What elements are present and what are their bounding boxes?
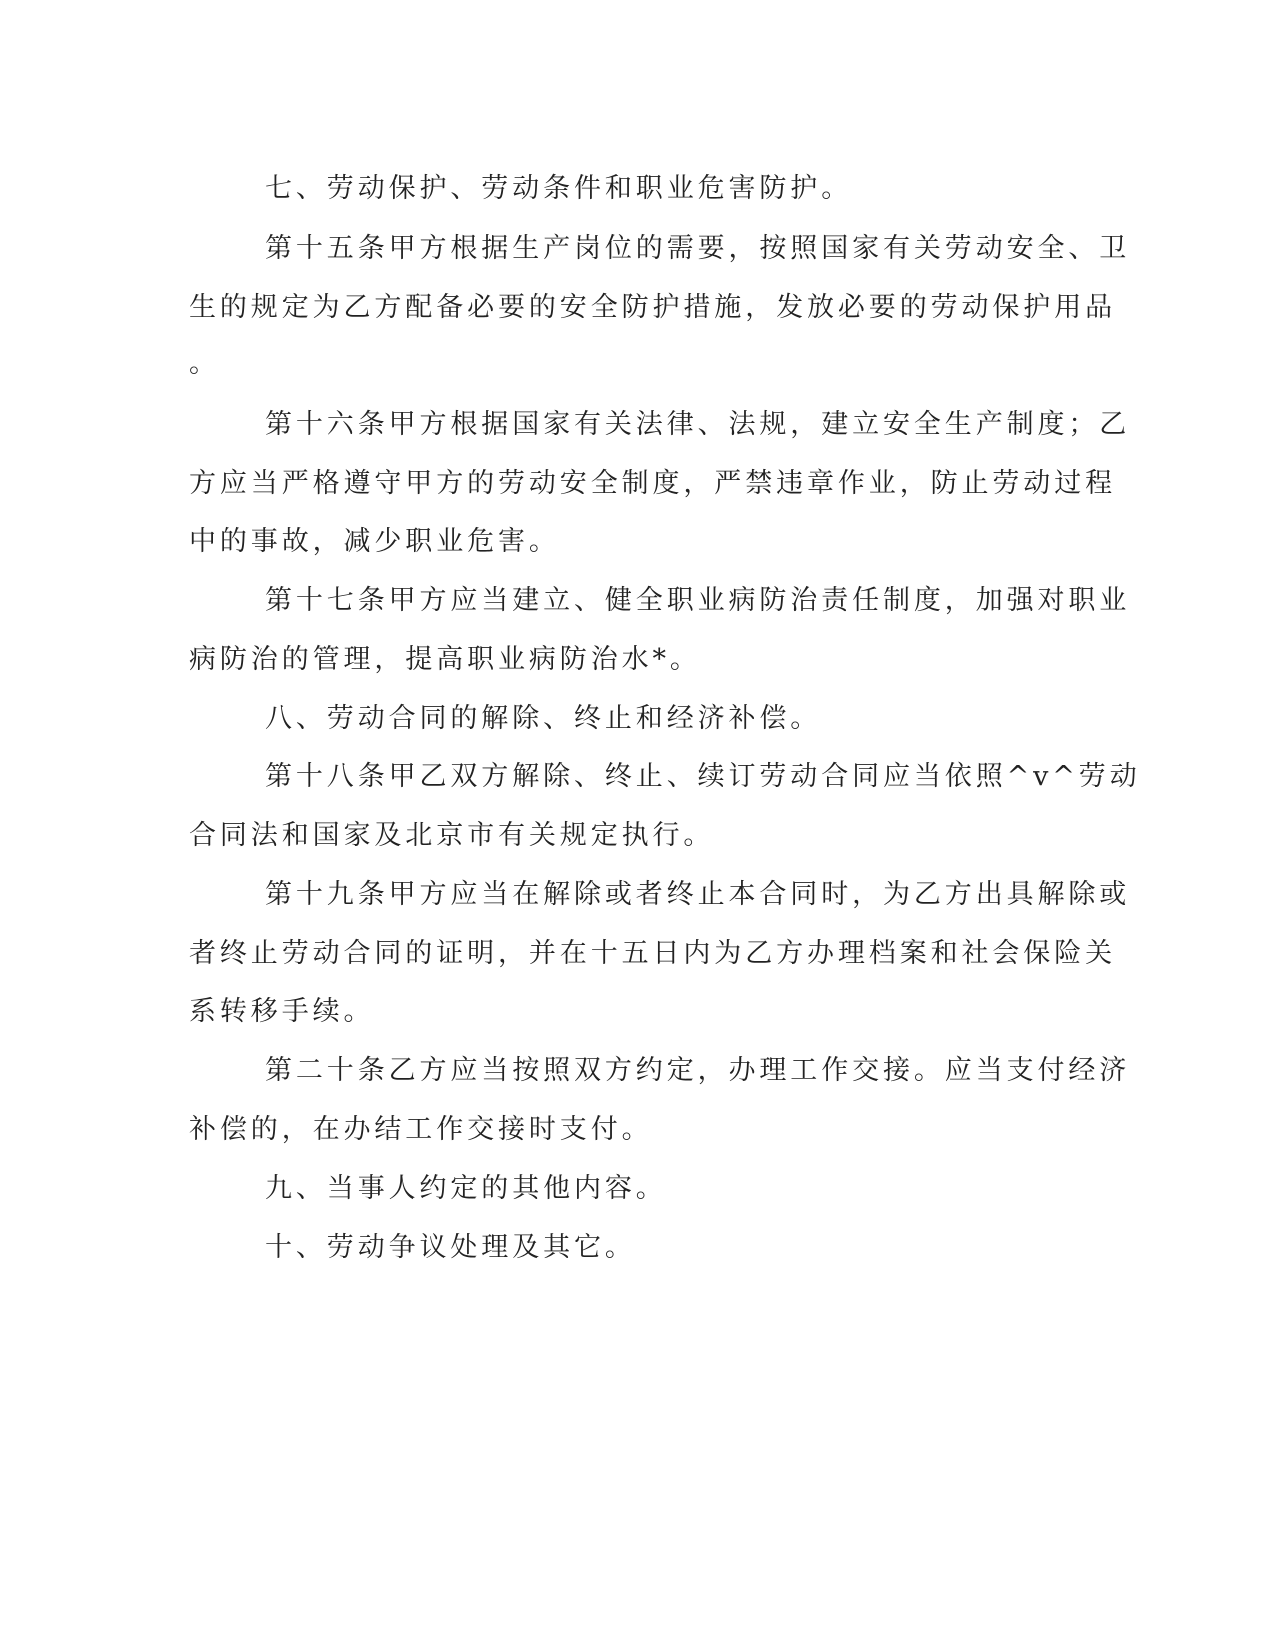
article-18-line-2: 合同法和国家及北京市有关规定执行。 xyxy=(189,820,715,851)
article-20-line-2: 补偿的，在办结工作交接时支付。 xyxy=(189,1114,653,1145)
article-17-line-1: 第十七条甲方应当建立、健全职业病防治责任制度，加强对职业 xyxy=(265,585,1131,616)
article-15-line-3: 。 xyxy=(189,348,220,379)
article-16-line-2: 方应当严格遵守甲方的劳动安全制度，严禁违章作业，防止劳动过程 xyxy=(189,468,1116,499)
article-15-line-2: 生的规定为乙方配备必要的安全防护措施，发放必要的劳动保护用品 xyxy=(189,292,1116,323)
article-19-line-1: 第十九条甲方应当在解除或者终止本合同时，为乙方出具解除或 xyxy=(265,879,1131,910)
article-19-line-3: 系转移手续。 xyxy=(189,996,375,1027)
article-17-line-2: 病防治的管理，提高职业病防治水*。 xyxy=(189,644,701,675)
section-heading-8: 八、劳动合同的解除、终止和经济补偿。 xyxy=(265,703,822,734)
article-15-line-1: 第十五条甲方根据生产岗位的需要，按照国家有关劳动安全、卫 xyxy=(265,233,1131,264)
article-20-line-1: 第二十条乙方应当按照双方约定，办理工作交接。应当支付经济 xyxy=(265,1055,1131,1086)
article-16-line-1: 第十六条甲方根据国家有关法律、法规，建立安全生产制度；乙 xyxy=(265,409,1131,440)
section-heading-7: 七、劳动保护、劳动条件和职业危害防护。 xyxy=(265,173,853,204)
section-heading-10: 十、劳动争议处理及其它。 xyxy=(265,1232,636,1263)
article-18-line-1: 第十八条甲乙双方解除、终止、续订劳动合同应当依照^v^劳动 xyxy=(265,761,1141,792)
article-19-line-2: 者终止劳动合同的证明，并在十五日内为乙方办理档案和社会保险关 xyxy=(189,938,1116,969)
article-16-line-3: 中的事故，减少职业危害。 xyxy=(189,526,560,557)
section-heading-9: 九、当事人约定的其他内容。 xyxy=(265,1173,667,1204)
